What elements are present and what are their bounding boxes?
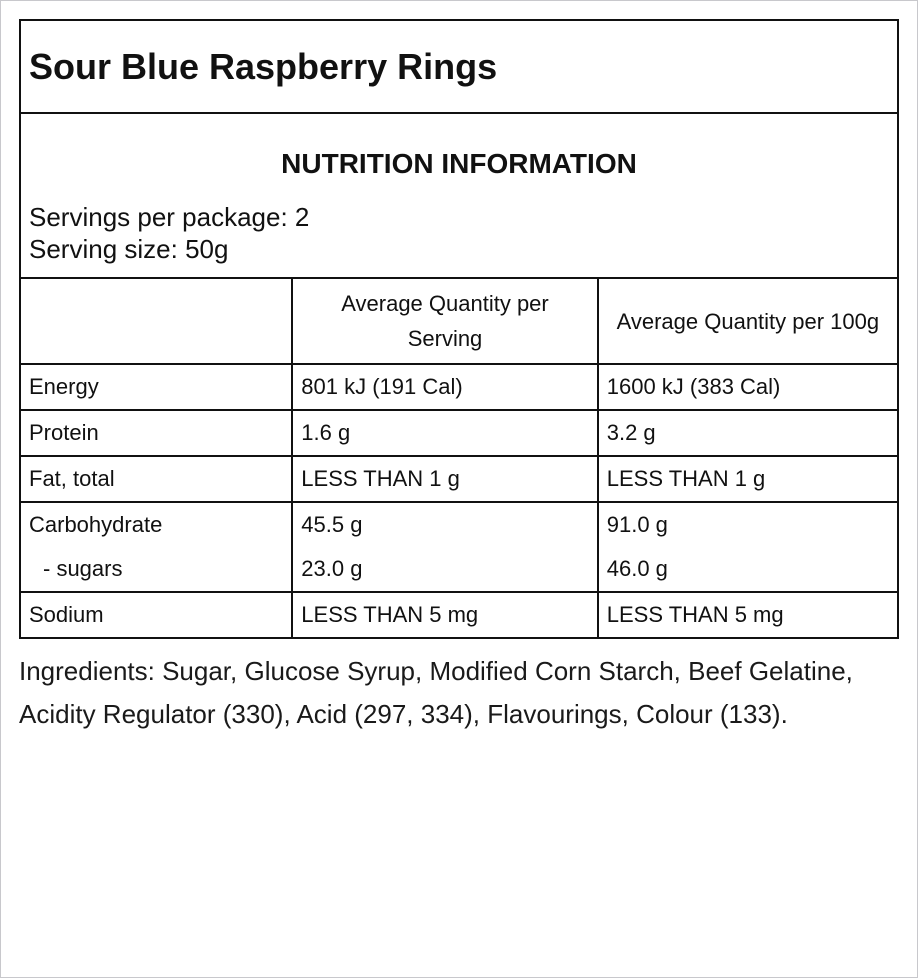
ingredients-text: Ingredients: Sugar, Glucose Syrup, Modified Corn Starch, Beef Gelatine, Acidity Regulator (330), Acid (297, 334), Flavourings, Colour (133). [19,656,853,729]
nutrition-panel [19,19,899,639]
per-serving-value: 45.5 g [301,512,363,537]
per-serving-cell [292,502,597,592]
nutrition-heading: NUTRITION INFORMATION [281,148,637,179]
per-100g-value: 3.2 g [598,410,897,456]
table-row [21,364,897,410]
nutrition-info-box [21,114,897,279]
per-serving-value: LESS THAN 5 mg [292,592,597,637]
table-row [21,592,897,637]
nutrient-name: Fat, total [21,456,292,502]
per-100g-cell [598,502,897,592]
nutrient-subname: - sugars [43,556,123,581]
nutrient-name: Energy [21,364,292,410]
per-100g-value: 46.0 g [606,556,668,581]
per-100g-value: 1600 kJ (383 Cal) [598,364,897,410]
nutrient-name: Carbohydrate [29,512,163,537]
serving-size: Serving size: 50g [29,234,229,264]
per-100g-value: LESS THAN 5 mg [598,592,897,637]
nutrient-name: Sodium [21,592,292,637]
per-serving-value: 23.0 g [301,556,363,581]
servings-per-package: Servings per package: 2 [29,202,310,232]
per-serving-value: LESS THAN 1 g [292,456,597,502]
per-100g-value: 91.0 g [606,512,668,537]
nutrition-table [21,279,897,637]
table-row [21,410,897,456]
nutrient-name: Protein [21,410,292,456]
header-per-100g: Average Quantity per 100g [598,279,897,364]
per-serving-value: 1.6 g [292,410,597,456]
table-row [21,502,897,592]
header-blank-cell [21,279,292,364]
per-100g-value: LESS THAN 1 g [598,456,897,502]
header-per-serving: Average Quantity per Serving [292,279,597,364]
nutrient-name-cell [21,502,292,592]
title-box [21,21,897,114]
table-row [21,456,897,502]
table-header-row [21,279,897,364]
product-title: Sour Blue Raspberry Rings [29,45,498,87]
per-serving-value: 801 kJ (191 Cal) [292,364,597,410]
